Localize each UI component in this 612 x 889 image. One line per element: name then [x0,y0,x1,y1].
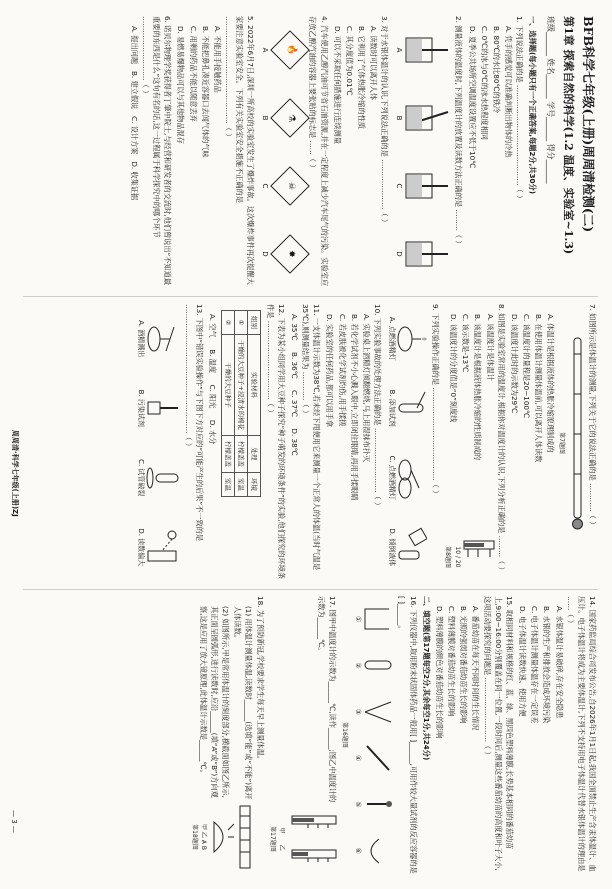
question-8: 8. 如图是实验室常用的温度计,根据你对温度计的认识,下列分析正确的是 ………（ ） A. 该温度计是体温计 B. 该温度计是根据液体热胀冷缩的性质制成的 C. 该示数是-13℃ D. 该温度计的分度值是“0”刻度线 10 / 20 第8题图 [443,304,507,582]
option: C. 0℃的冰与0℃的冰水热程度相同 [479,26,489,140]
question-stem: 1. 下列说法正确的是 ……………………………………（ ） [515,16,525,203]
table-row: ① 干燥的大豆种子+浸清水的棉花 柠檬盖盖 室温 [235,311,248,497]
lab-instruments: ① ② ③ ④ ⑤ ⑥ [353,596,394,874]
question-18: 18. 为了预防新冠,学校要求学生每天早上测量体温。 (1) 用体温计测量体温,读数时______(选填“能”或“不能”)离开人体读数。 (2) 如图所示,甲是常用体温计的刻度部分,横截面如图乙所示,其正面呈圆弧形,进行读数时,应沿______(填“A”或“B”)方向观察,这是应用了放大镜原理,此体温计示数是______℃。 甲 乙 A B 第18题图 [190,596,266,874]
question-stem: 11. 一支体温计示数为38℃,若未经下甩便用它来测量一个正常人的体温(当时气温是35℃),则测量结果为 …………（ ） [301,304,322,571]
beaker-icon [363,603,393,635]
figure-a: A [393,30,450,70]
figure-c: C [393,166,450,206]
question-9: 9. 下列实验操作正确的是 …………………………………（ ） A. 点燃酒精灯 B. 添加试剂 C. 点燃酒精灯 D. 倾倒液体 [386,304,441,582]
question-stem: 6. 诺贝尔物理学奖获得者丁肇中院士,与经营和研发者的交流时,他们曾说出“不知道最重要的东西是什么”这句有名的话,这一过程属于科学探究中的哪个环节 ………………………（ ） [141,16,173,286]
question-3: 3. 对于水银体温计的认识,下列说法正确的是 …………………（ ） A. 读数时可以离开人体 B. 它利用了气体热胀冷缩的性质 C. 其分度值为0.01℃ D. 可以不采取任何措施进行连续测量 [332,16,391,288]
question-2 [393,16,464,288]
test-tube-icon [363,649,393,681]
question-stem: 7. 如图所示是体温计的测量,下列关于它的说法正确的是 …………（ ） [588,304,597,529]
dropper-icon [146,386,180,430]
column-divider [23,296,598,297]
spilled-lamp-icon [146,317,180,361]
cylinder-reading-icon [146,525,180,569]
evaporating-dish-icon [363,835,393,867]
question-10: 10. 下列实验事故的处理方法正确的是 ………………………（ ） A. 实验桌上酒精灯倾翻燃烧,马上用湿抹布扑灭 B. 若化学试剂不小心溅入眼中,立即闭住眼睛,再用手揉眼睛 C. 若皮肤被化学试剂灼伤,用手揉搓 D. 实验室的任何药品,都可以用手拿 [324,304,383,582]
question-stem: 5. 2022年6月7日,深圳一所高校的实验室发生了爆炸事故。这次爆炸事件再次提醒大家要注意实验室安全。下列有关实验室安全措施不正确的是 ………………………………………（ ） [224,16,256,285]
thermometer-scale-icon [462,537,496,577]
option: D. 夏季公共场所空调温度设置应不低于10℃ [467,26,477,169]
question-stem: 10. 下列实验事故的处理方法正确的是 ………………………（ ） [373,304,383,510]
beaker-thermometer-icon [404,166,450,206]
question-15: 15. 取相同材料和规格的红、蓝、绿、黑四色塑料薄膜,长势基本相同的番茄幼苗上,9:00~16:00分别覆盖在同一位置,一段时间后,测量这些番茄幼苗的高度和叶子大小,这项活动要探究的问题是 ………………………（ ） A. 番茄幼苗在每天不同时间的生长情况 B. 光照的强弱对番茄幼苗生长的影响 C. 塑料薄膜对番茄幼苗生长的影响 D. 塑料薄膜的颜色对番茄幼苗生长的影响 [434,596,515,874]
question-stem: 16. 下列仪器中,取用粉末状固体药品一般用[ ]______,可用作较大量试剂的反应容器的是[ ]______。 [397,596,418,874]
question-stem: 15. 取相同材料和规格的红、蓝、绿、黑四色塑料薄膜,长势基本相同的番茄幼苗上,9:00~16:00分别覆盖在同一位置,一段时间后,测量这些番茄幼苗的高度和叶子大小,这项活动要探究的问题是 ………………………（ ） [482,596,514,871]
lighting-lamp-icon [397,456,427,500]
heated-tube-icon [146,456,180,500]
beaker-thermometer-icon [404,98,450,138]
table-row: ② 干燥的大豆种子 柠檬盖盖 室温 [222,311,235,497]
table-header-row: 组别 实验材料 处理 环境 [248,311,261,497]
column-2 [18,304,598,582]
question-stem: 18. 为了预防新冠,学校要求学生每天早上测量体温。 [255,596,265,763]
dropper-icon [363,788,393,820]
thermometer-cross-section-icon [208,802,254,872]
question-stem: 2. 测量液体的温度时,下列温度计的放置及读数方法正确的是 ………（ ） [454,16,464,248]
thermometer-figures [393,16,450,288]
alcohol-lamp-icon [397,317,427,361]
figure-b: B [393,98,450,138]
question-12: 12. 下表为某小组同学用大豆种子探究“种子萌发的环境条件”的实验,他们探究的环境条件是 ……………………………（ ） 组别 实验材料 处理 环境 ① 干燥的大豆种子+浸清水的棉花 柠檬盖盖 室温 ② 干燥的大豆种子 柠檬盖盖 室温 A. 空气 B. 温度 C. 阳光 D. 水分 [207,304,287,582]
page-title: BFB科学七年级(上册)周周清检测(二) [581,16,596,233]
question-11: 11. 一支体温计示数为38℃,若未经下甩便用它来测量一个正常人的体温(当时气温是35℃),则测量结果为 …………（ ） A. 35℃ B. 36℃ C. 37℃ D. 38℃ [289,304,322,582]
beaker-thermometer-icon [404,234,450,274]
option: B. 80℃的水比80℃的铁冷 [491,26,501,114]
explosive-icon: ✸ [270,234,310,274]
question-7: 7. 如图所示是体温计的测量,下列关于它的说法正确的是 …………（ ） 第7题图 A. 体温计是根据液体的热胀冷缩原理制成的 B. 在使用体温计测量体温前,可以离开人体读数 C. 该温度计的量程是20~100℃ D. 该温度计此时的示数为29℃ [509,304,598,582]
two-thermometers-icon [286,804,338,874]
tweezers-icon [363,696,393,728]
clinical-thermometer-icon [569,334,587,534]
question-5: 5. 2022年6月7日,深圳一所高校的实验室发生了爆炸事故。这次爆炸事件再次提醒大家要注意实验室安全。下列有关实验室安全措施不正确的是 ………………………………………（ ） A. 不能用手接触药品 B. 不能把鼻孔凑近容器口去闻气体的气味 C. 用剩的药品不能以随意丢弃 D. 易燃易爆物品可以与其他物品混存 [175,16,256,288]
footer-brand: 周周清·科学七年级(上册)ZJ [11,430,19,517]
question-stem: 4. 汽车使用乙醇汽油可节省石油资源,并在一定程度上减少汽车尾气的污染。实验室应存放乙醇汽油的容器上要张贴的标志是 ……（ ） [308,16,329,287]
student-info-line: 班级______ 姓名______ 学号______ 得分______ [545,16,555,184]
question-stem: 13. 下图中“错误实验操作”与下图下方对应的“可能产生的后果”不一致的是 ………………………………………………（ ） [183,304,205,542]
question-stem: 14. 国家药监局综合司发布公告,自2026年1月1日起,我国全面禁止生产含汞体温计、血压计。电子体温计将成为主要体温计,下列不支持用电子体温计代替水银体温计的理由是 ……（ ） [565,596,597,872]
question-stem: 8. 如图是实验室常用的温度计,根据你对温度计的认识,下列分析正确的是 ………（ ） [496,304,506,574]
question-17: 17. 图甲中温度计的示数为______℃,读作______;图乙中温度计的示数为______℃。 甲 乙 第17题图 [268,596,339,874]
option: A. 凭手的感觉可以准确判断出物体的冷热 [504,26,513,158]
question-stem: 17. 图甲中温度计的示数为______℃,读作______;图乙中温度计的示数为______℃。 [317,596,338,803]
corrosive-icon: ⚗ [270,98,310,138]
hazard-symbols: 🔥 A ⚗ B ☠ C ✸ D [259,16,304,288]
column-divider [23,589,598,590]
chapter-title: 第1章 探索自然的科学(1.2 温度、实验室~1.3) [561,16,575,255]
page-number: — 3 — [10,810,18,833]
beaker-thermometer-icon [404,30,450,70]
test-tube-icon [397,386,427,430]
section-heading-1: 一、选择题(每小题只有一个正确答案,每题2分,共30分) [528,16,538,194]
question-6: 6. 诺贝尔物理学奖获得者丁肇中院士,与经营和研发者的交流时,他们曾说出“不知道最重要的东西是什么”这句有名的话,这一过程属于科学探究中的哪个环节 ………………………（ ） A. 提出问题 B. 建立假说 C. 设计方案 D. 收集证据 [129,16,174,288]
experiment-table [221,310,261,497]
question-13: 13. 下图中“错误实验操作”与下图下方对应的“可能产生的后果”不一致的是 ………………………………………………（ ） A. 酒精溅出 B. 污染试剂 C. 试管破裂 D. 读数偏大 [135,304,205,582]
column-1 [18,16,598,288]
question-stem: 12. 下表为某小组同学用大豆种子探究“种子萌发的环境条件”的实验,他们探究的环境条件是 ……………………………（ ） [265,304,286,580]
flammable-icon: 🔥 [270,30,310,70]
question-1 [466,16,525,288]
column-3 [18,596,598,874]
question-16: 16. 下列仪器中,取用粉末状固体药品一般用[ ]______,可用作较大量试剂的反应容器的是[ ]______。 ① ② ③ ④ ⑤ ⑥ 第16题图 [341,596,418,874]
question-stem: 3. 对于水银体温计的认识,下列说法正确的是 …………………（ ） [380,16,390,227]
toxic-icon: ☠ [270,166,310,206]
question-4 [259,16,329,288]
question-14: 14. 国家药监局综合司发布公告,自2026年1月1日起,我国全面禁止生产含汞体温计、血压计。电子体温计将成为主要体温计,下列不支持用电子体温计代替水银体温计的理由是 ……（ ） A. 水银体温计易破碎,存在安全隐患 B. 水银的生产和排放会造成环境污染 C. 电子体温计测量体温存在一定误差 D. 电子体温计读数快速、使用方便 [517,596,598,874]
spatula-icon [363,742,393,774]
figure-d: D [393,234,450,274]
section-heading-2: 二、填空题(第17题每空2分,其余每空1分,共24分) [421,596,431,761]
question-stem: 9. 下列实验操作正确的是 …………………………………（ ） [431,304,441,498]
pouring-liquid-icon [397,525,427,569]
